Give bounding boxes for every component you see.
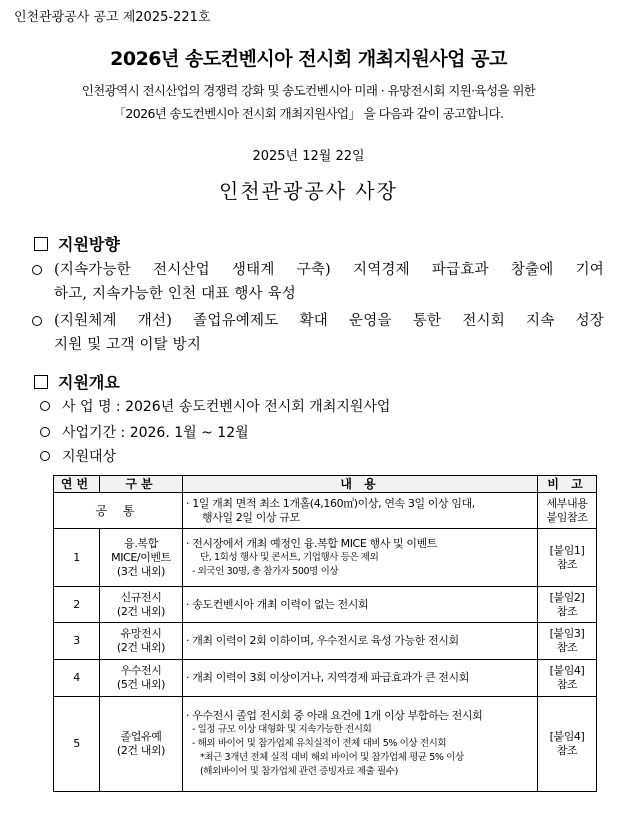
row-category [100, 697, 183, 792]
table-row-common [54, 493, 597, 529]
note-line: [붙임2] [549, 590, 585, 604]
note-line: 참조 [556, 557, 578, 571]
overview-item-period [40, 422, 249, 442]
header-category: 구분 [100, 476, 183, 493]
content-line: · 전시장에서 개최 예정인 융.복합 MICE 행사 및 이벤트 [186, 536, 438, 550]
common-content [183, 493, 538, 529]
content-sub-line: - 일정 규모 이상 대형화 및 지속가능한 전시회 [192, 724, 372, 735]
row-no: 2 [54, 587, 100, 623]
content-line: 행사일 2일 이상 규모 [202, 510, 300, 524]
common-note [538, 493, 597, 529]
row-category [100, 587, 183, 623]
row-no: 5 [54, 697, 100, 792]
circle-bullet-icon [40, 451, 50, 461]
note-line: 참조 [556, 678, 578, 691]
common-label: 공 통 [54, 493, 183, 529]
category-line: 융.복합 [124, 536, 158, 550]
item-text: 사 업 명 : 2026년 송도컨벤시아 전시회 개최지원사업 [62, 399, 391, 415]
note-line: 참조 [556, 744, 578, 757]
row-category [100, 529, 183, 587]
bullet-line: (지속가능한 전시산업 생태계 구축) 지역경제 파급효과 창출에 기여 [54, 262, 604, 278]
content-sub-line: *최근 3개년 전체 실적 대비 해외 바이어 및 참가업체 평균 5% 이상 [200, 752, 464, 763]
note-line: [붙임3] [549, 627, 585, 640]
row-note [538, 529, 597, 587]
section-title: 지원방향 [58, 235, 120, 254]
row-no: 4 [54, 660, 100, 697]
notice-title: 2026년 송도컨벤시아 전시회 개최지원사업 공고 [110, 48, 507, 70]
square-bullet-icon [34, 237, 48, 251]
signer: 인천관광공사 사장 [219, 179, 398, 203]
circle-bullet-icon [40, 401, 50, 411]
row-content [183, 587, 538, 623]
circle-bullet-icon [40, 427, 50, 437]
row-note [538, 623, 597, 660]
note-line: [붙임4] [549, 664, 585, 677]
content-line: · 우수전시 졸업 전시회 중 아래 요건에 1개 이상 부합하는 전시회 [186, 709, 483, 722]
category-line: 우수전시 [120, 664, 162, 677]
bullet-line: (지원체계 개선) 졸업유예제도 확대 운영을 통한 전시회 지속 성장 [54, 313, 604, 329]
category-line: MICE/이벤트 [111, 550, 171, 564]
note-line: [붙임1] [549, 543, 585, 557]
direction-bullet-2 [32, 309, 604, 357]
section-overview-heading [34, 370, 120, 393]
note-line: [붙임4] [549, 730, 585, 743]
header-content: 내 용 [183, 476, 538, 493]
row-category [100, 623, 183, 660]
item-text: 지원대상 [62, 449, 117, 465]
square-bullet-icon [34, 375, 48, 389]
category-line: (2건 내외) [116, 641, 166, 654]
document-number: 인천관광공사 공고 제2025-221호 [14, 10, 211, 25]
support-target-table [53, 475, 597, 792]
content-sub-line: - 해외 바이어 및 참가업체 유치실적이 전체 대비 5% 이상 전시회 [192, 738, 447, 749]
overview-item-target [40, 446, 116, 466]
category-line: (3건 내외) [116, 564, 166, 578]
row-no: 3 [54, 623, 100, 660]
direction-bullet-1 [32, 258, 604, 306]
content-sub-line: 단, 1회성 행사 및 콘서트, 기업행사 등은 제외 [200, 551, 379, 563]
category-line: (2건 내외) [116, 744, 166, 757]
category-line: 유망전시 [120, 627, 162, 640]
header-no: 연번 [54, 476, 100, 493]
section-direction-heading [34, 232, 120, 255]
bullet-line: 지원 및 고객 이탈 방지 [54, 337, 202, 353]
intro-line-2: 「2026년 송도컨벤시아 전시회 개최지원사업」 을 다음과 같이 공고합니다. [113, 106, 504, 121]
note-line: 붙임참조 [546, 510, 588, 524]
overview-item-name [40, 396, 390, 416]
content-line: · 개최 이력이 2회 이하이며, 우수전시로 육성 가능한 전시회 [186, 634, 459, 647]
row-note [538, 660, 597, 697]
circle-bullet-icon [32, 316, 42, 326]
notice-date: 2025년 12월 22일 [252, 149, 365, 164]
content-sub-line: (해외바이어 및 참가업체 관련 증빙자료 제출 필수) [200, 766, 398, 777]
bullet-line: 하고, 지속가능한 인천 대표 행사 육성 [54, 286, 296, 302]
row-content [183, 660, 538, 697]
table-row [54, 587, 597, 623]
table-row [54, 697, 597, 792]
row-no: 1 [54, 529, 100, 587]
note-line: 참조 [556, 604, 578, 618]
content-line: · 1일 개최 면적 최소 1개홀(4,160㎡)이상, 연속 3일 이상 임대, [186, 496, 475, 510]
row-note [538, 697, 597, 792]
content-sub-line: - 외국인 30명, 총 참가자 500명 이상 [192, 565, 339, 577]
category-line: (5건 내외) [116, 678, 166, 691]
content-line: · 개최 이력이 3회 이상이거나, 지역경제 파급효과가 큰 전시회 [186, 671, 469, 684]
row-category [100, 660, 183, 697]
header-note: 비 고 [538, 476, 597, 493]
row-content [183, 623, 538, 660]
category-line: 졸업유예 [120, 730, 162, 743]
section-title: 지원개요 [58, 373, 120, 392]
item-text: 사업기간 : 2026. 1월 ~ 12월 [62, 425, 249, 441]
circle-bullet-icon [32, 265, 42, 275]
row-content [183, 529, 538, 587]
category-line: 신규전시 [120, 590, 162, 604]
row-content [183, 697, 538, 792]
category-line: (2건 내외) [116, 604, 166, 618]
intro-line-1: 인천광역시 전시산업의 경쟁력 강화 및 송도컨벤시아 미래 · 유망전시회 지원·육성을 위한 [81, 83, 536, 98]
table-row [54, 529, 597, 587]
content-line: · 송도컨벤시아 개최 이력이 없는 전시회 [186, 597, 369, 611]
table-row [54, 660, 597, 697]
table-header-row [54, 476, 597, 493]
note-line: 세부내용 [546, 496, 588, 510]
table-row [54, 623, 597, 660]
row-note [538, 587, 597, 623]
note-line: 참조 [556, 641, 578, 654]
